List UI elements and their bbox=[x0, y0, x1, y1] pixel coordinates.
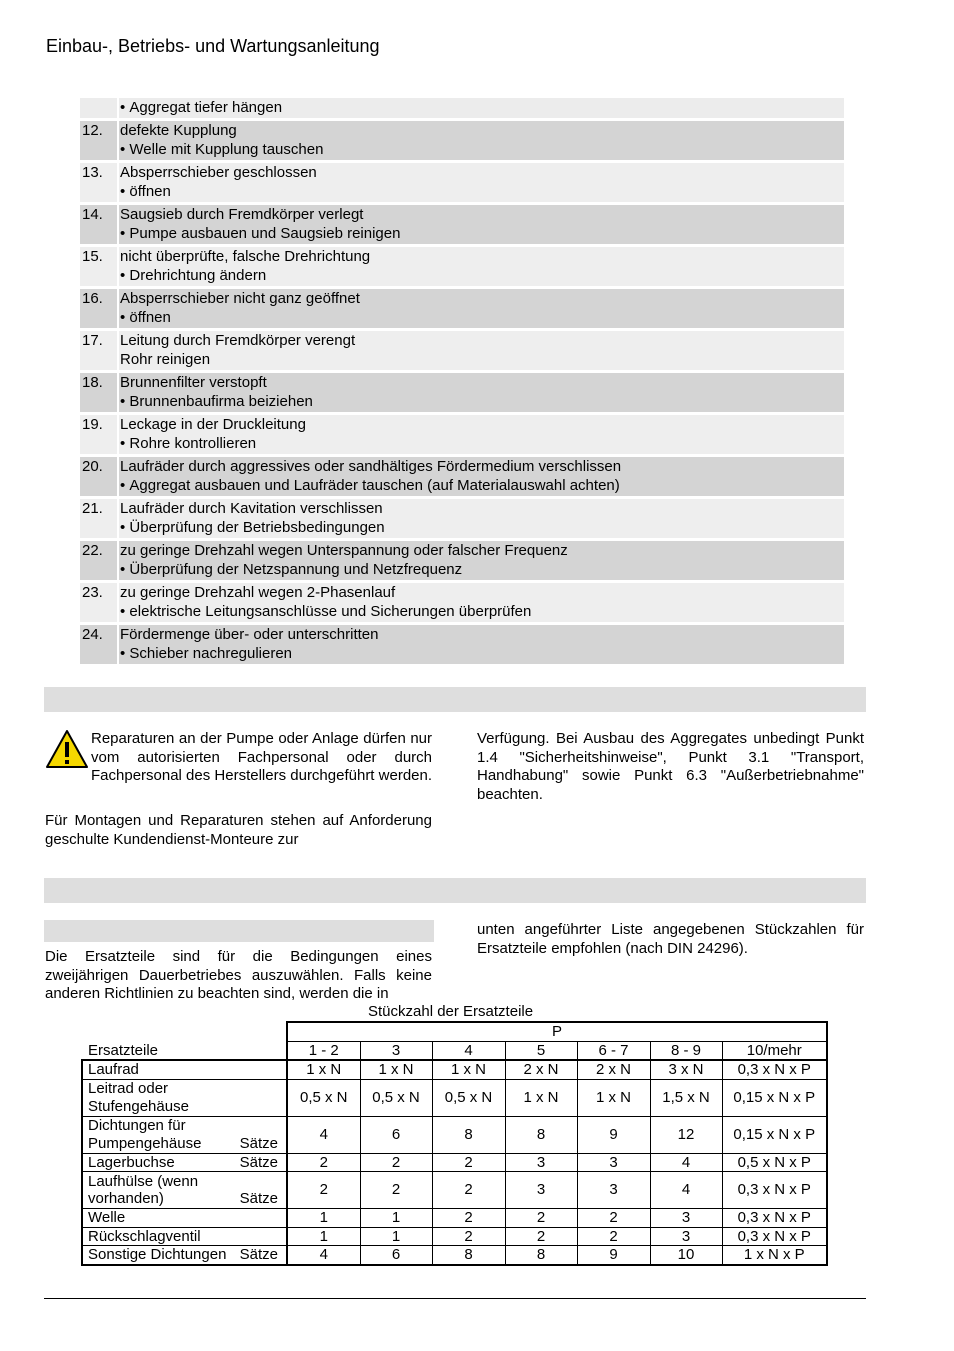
quantity-cell: 4 bbox=[287, 1246, 360, 1265]
item-remedy: • öffnen bbox=[120, 182, 844, 202]
part-name: Welle bbox=[88, 1209, 126, 1226]
unit-saetze: Sätze bbox=[239, 1153, 278, 1171]
part-name: Sonstige Dichtungen bbox=[88, 1246, 227, 1263]
part-name-line2: vorhanden) bbox=[88, 1190, 164, 1207]
table-row bbox=[82, 1227, 827, 1246]
table-row bbox=[82, 1079, 827, 1116]
column-header: 8 - 9 bbox=[650, 1041, 722, 1060]
item-cause: Absperrschieber nicht ganz geöffnet bbox=[120, 289, 360, 307]
list-item bbox=[80, 625, 844, 664]
quantity-cell: 0,3 x N x P bbox=[722, 1060, 827, 1079]
subsection-header-bar bbox=[44, 920, 434, 942]
quantity-cell: 2 bbox=[432, 1172, 505, 1209]
part-label bbox=[82, 1227, 287, 1246]
item-text bbox=[119, 373, 844, 412]
quantity-cell: 3 bbox=[577, 1153, 650, 1172]
quantity-cell: 1 x N bbox=[287, 1060, 360, 1079]
quantity-cell: 0,5 x N bbox=[360, 1079, 432, 1116]
quantity-cell: 1 bbox=[287, 1227, 360, 1246]
item-remedy: • Überprüfung der Netzspannung und Netzfrequenz bbox=[120, 560, 844, 580]
warning-triangle-icon bbox=[45, 729, 89, 769]
quantity-cell: 4 bbox=[650, 1172, 722, 1209]
quantity-cell: 0,3 x N x P bbox=[722, 1172, 827, 1209]
table-header-row bbox=[82, 1022, 827, 1041]
quantity-cell: 8 bbox=[432, 1116, 505, 1153]
item-number: 19. bbox=[80, 415, 117, 454]
item-text bbox=[119, 625, 844, 664]
column-header: 3 bbox=[360, 1041, 432, 1060]
quantity-cell: 0,5 x N bbox=[287, 1079, 360, 1116]
quantity-cell: 1 x N bbox=[505, 1079, 577, 1116]
item-text bbox=[119, 457, 844, 496]
list-item bbox=[80, 121, 844, 160]
quantity-cell: 3 bbox=[505, 1172, 577, 1209]
item-text bbox=[119, 98, 844, 118]
table-row bbox=[82, 1172, 827, 1209]
item-text bbox=[119, 163, 844, 202]
list-item bbox=[80, 457, 844, 496]
list-item bbox=[80, 415, 844, 454]
spare-parts-paragraph-continued: unten angeführter Liste angegebenen Stückzahlen für Ersatzteile empfohlen (nach DIN 24296). bbox=[477, 921, 864, 957]
document-title: Einbau-, Betriebs- und Wartungsanleitung bbox=[46, 36, 380, 56]
table-row bbox=[82, 1153, 827, 1172]
item-remedy: • Brunnenbaufirma beiziehen bbox=[120, 392, 844, 412]
quantity-cell: 3 bbox=[650, 1209, 722, 1228]
item-number: 17. bbox=[80, 331, 117, 370]
item-text bbox=[119, 415, 844, 454]
quantity-cell: 2 bbox=[432, 1153, 505, 1172]
quantity-cell: 2 bbox=[287, 1153, 360, 1172]
unit-saetze: Sätze bbox=[239, 1134, 278, 1152]
list-item bbox=[80, 541, 844, 580]
p-header: P bbox=[287, 1022, 827, 1041]
item-number: 18. bbox=[80, 373, 117, 412]
quantity-cell: 2 x N bbox=[505, 1060, 577, 1079]
list-item bbox=[80, 331, 844, 370]
item-text bbox=[119, 331, 844, 370]
part-name-line2: Stufengehäuse bbox=[88, 1097, 189, 1115]
item-remedy: • Welle mit Kupplung tauschen bbox=[120, 140, 844, 160]
part-label bbox=[82, 1246, 287, 1265]
item-number: 22. bbox=[80, 541, 117, 580]
quantity-cell: 1 x N x P bbox=[722, 1246, 827, 1265]
column-header: 5 bbox=[505, 1041, 577, 1060]
item-text bbox=[119, 205, 844, 244]
item-number: 13. bbox=[80, 163, 117, 202]
quantity-cell: 3 bbox=[577, 1172, 650, 1209]
table-row bbox=[82, 1246, 827, 1265]
item-cause: defekte Kupplung bbox=[120, 121, 237, 139]
quantity-cell: 1 x N bbox=[360, 1060, 432, 1079]
item-cause: nicht überprüfte, falsche Drehrichtung bbox=[120, 247, 371, 265]
quantity-cell: 4 bbox=[287, 1116, 360, 1153]
quantity-cell: 1 bbox=[360, 1209, 432, 1228]
item-cause: Leitung durch Fremdkörper verengt bbox=[120, 331, 356, 349]
troubleshooting-list bbox=[80, 98, 844, 667]
item-remedy: • Drehrichtung ändern bbox=[120, 266, 844, 286]
quantity-cell: 0,3 x N x P bbox=[722, 1209, 827, 1228]
quantity-cell: 6 bbox=[360, 1246, 432, 1265]
item-cause: zu geringe Drehzahl wegen Unterspannung oder falscher Frequenz bbox=[120, 541, 568, 559]
quantity-cell: 1 x N bbox=[432, 1060, 505, 1079]
item-number: 14. bbox=[80, 205, 117, 244]
table-row bbox=[82, 1209, 827, 1228]
item-text bbox=[119, 289, 844, 328]
quantity-cell: 2 bbox=[577, 1227, 650, 1246]
quantity-cell: 1 bbox=[287, 1209, 360, 1228]
quantity-cell: 2 bbox=[432, 1227, 505, 1246]
item-remedy: Rohr reinigen bbox=[120, 351, 211, 368]
list-item bbox=[80, 289, 844, 328]
quantity-cell: 1,5 x N bbox=[650, 1079, 722, 1116]
unit-saetze: Sätze bbox=[239, 1246, 278, 1263]
repair-paragraph: Für Montagen und Reparaturen stehen auf Anforderung geschulte Kundendienst-Monteure zur bbox=[45, 812, 432, 848]
part-label bbox=[82, 1209, 287, 1228]
list-item bbox=[80, 373, 844, 412]
part-name: Laufhülse (wenn bbox=[88, 1172, 199, 1190]
column-header: 10/mehr bbox=[722, 1041, 827, 1060]
quantity-cell: 3 x N bbox=[650, 1060, 722, 1079]
table-caption: Stückzahl der Ersatzteile bbox=[368, 1003, 534, 1020]
item-remedy: • Aggregat ausbauen und Laufräder tauschen (auf Materialauswahl achten) bbox=[120, 476, 844, 496]
table-row bbox=[82, 1060, 827, 1079]
quantity-cell: 12 bbox=[650, 1116, 722, 1153]
item-text bbox=[119, 499, 844, 538]
spare-parts-paragraph: Die Ersatzteile sind für die Bedingungen eines zweijährigen Dauerbetriebes auszuwählen. Falls keine anderen Richtlinien zu beachten sind, werden die in bbox=[45, 948, 432, 1002]
quantity-cell: 2 bbox=[360, 1153, 432, 1172]
quantity-cell: 2 bbox=[505, 1227, 577, 1246]
quantity-cell: 2 bbox=[287, 1172, 360, 1209]
part-label bbox=[82, 1060, 287, 1079]
spare-parts-table bbox=[81, 1021, 828, 1266]
part-name: Laufrad bbox=[88, 1061, 139, 1078]
item-number: 12. bbox=[80, 121, 117, 160]
unit-saetze: Sätze bbox=[239, 1190, 278, 1207]
item-text bbox=[119, 583, 844, 622]
list-item bbox=[80, 247, 844, 286]
part-label bbox=[82, 1079, 287, 1116]
part-name-line2: Pumpengehäuse bbox=[88, 1134, 202, 1152]
item-number: 21. bbox=[80, 499, 117, 538]
list-item bbox=[80, 163, 844, 202]
quantity-cell: 8 bbox=[432, 1246, 505, 1265]
table-row bbox=[82, 1116, 827, 1153]
quantity-cell: 0,3 x N x P bbox=[722, 1227, 827, 1246]
quantity-cell: 4 bbox=[650, 1153, 722, 1172]
section-header-bar bbox=[44, 878, 866, 903]
item-remedy: • Überprüfung der Betriebsbedingungen bbox=[120, 518, 844, 538]
quantity-cell: 9 bbox=[577, 1116, 650, 1153]
item-cause: zu geringe Drehzahl wegen 2-Phasenlauf bbox=[120, 583, 396, 601]
item-number: 15. bbox=[80, 247, 117, 286]
part-label bbox=[82, 1116, 287, 1153]
item-remedy: • Rohre kontrollieren bbox=[120, 434, 844, 454]
label-header: Ersatzteile bbox=[82, 1022, 287, 1060]
quantity-cell: 2 x N bbox=[577, 1060, 650, 1079]
quantity-cell: 0,15 x N x P bbox=[722, 1079, 827, 1116]
quantity-cell: 3 bbox=[505, 1153, 577, 1172]
item-cause: Brunnenfilter verstopft bbox=[120, 373, 267, 391]
item-cause: Laufräder durch Kavitation verschlissen bbox=[120, 499, 383, 517]
item-number: 24. bbox=[80, 625, 117, 664]
quantity-cell: 2 bbox=[360, 1172, 432, 1209]
item-remedy: • Schieber nachregulieren bbox=[120, 644, 844, 664]
quantity-cell: 1 bbox=[360, 1227, 432, 1246]
item-cause: Saugsieb durch Fremdkörper verlegt bbox=[120, 205, 364, 223]
item-cause: Laufräder durch aggressives oder sandhältiges Fördermedium verschlissen bbox=[120, 457, 622, 475]
quantity-cell: 6 bbox=[360, 1116, 432, 1153]
item-cause: Absperrschieber geschlossen bbox=[120, 163, 317, 181]
quantity-cell: 1 x N bbox=[577, 1079, 650, 1116]
quantity-cell: 0,5 x N x P bbox=[722, 1153, 827, 1172]
item-number: 16. bbox=[80, 289, 117, 328]
column-header: 4 bbox=[432, 1041, 505, 1060]
item-text bbox=[119, 541, 844, 580]
list-item bbox=[80, 499, 844, 538]
quantity-cell: 2 bbox=[505, 1209, 577, 1228]
column-header: 1 - 2 bbox=[287, 1041, 360, 1060]
part-name: Leitrad oder bbox=[88, 1080, 169, 1097]
part-label bbox=[82, 1172, 287, 1209]
item-text bbox=[119, 247, 844, 286]
repair-paragraph-continued: Verfügung. Bei Ausbau des Aggregates unbedingt Punkt 1.4 "Sicherheitshinweise", Punkt 3.1 "Transport, Handhabung" sowie Punkt 6.3 "Außerbetriebnahme" beachten. bbox=[477, 730, 864, 803]
part-label bbox=[82, 1153, 287, 1172]
item-text bbox=[119, 121, 844, 160]
quantity-cell: 3 bbox=[650, 1227, 722, 1246]
troubleshooting-rows bbox=[80, 121, 844, 664]
list-item bbox=[80, 205, 844, 244]
list-item bbox=[80, 583, 844, 622]
item-cause: Leckage in der Druckleitung bbox=[120, 415, 306, 433]
part-name: Rückschlagventil bbox=[88, 1227, 201, 1245]
item-cause: Fördermenge über- oder unterschritten bbox=[120, 625, 379, 643]
part-name: Lagerbuchse bbox=[88, 1153, 175, 1171]
quantity-cell: 9 bbox=[577, 1246, 650, 1265]
quantity-cell: 0,5 x N bbox=[432, 1079, 505, 1116]
quantity-cell: 8 bbox=[505, 1246, 577, 1265]
part-name: Dichtungen für bbox=[88, 1117, 186, 1134]
item-remedy: • elektrische Leitungsanschlüsse und Sicherungen überprüfen bbox=[120, 602, 844, 622]
item-number: 20. bbox=[80, 457, 117, 496]
quantity-cell: 8 bbox=[505, 1116, 577, 1153]
quantity-cell: 10 bbox=[650, 1246, 722, 1265]
section-header-bar bbox=[44, 687, 866, 712]
quantity-cell: 0,15 x N x P bbox=[722, 1116, 827, 1153]
item-number: 23. bbox=[80, 583, 117, 622]
column-header: 6 - 7 bbox=[577, 1041, 650, 1060]
quantity-cell: 2 bbox=[577, 1209, 650, 1228]
quantity-cell: 2 bbox=[432, 1209, 505, 1228]
list-item bbox=[80, 98, 844, 118]
item-remedy: • öffnen bbox=[120, 308, 844, 328]
item-number bbox=[80, 98, 117, 118]
item-remedy: • Aggregat tiefer hängen bbox=[120, 99, 282, 116]
warning-paragraph: Reparaturen an der Pumpe oder Anlage dürfen nur vom autorisierten Fachpersonal oder durch Fachpersonal des Herstellers durchgeführt werden. bbox=[91, 730, 433, 784]
item-remedy: • Pumpe ausbauen und Saugsieb reinigen bbox=[120, 224, 844, 244]
footer-divider bbox=[44, 1298, 866, 1299]
